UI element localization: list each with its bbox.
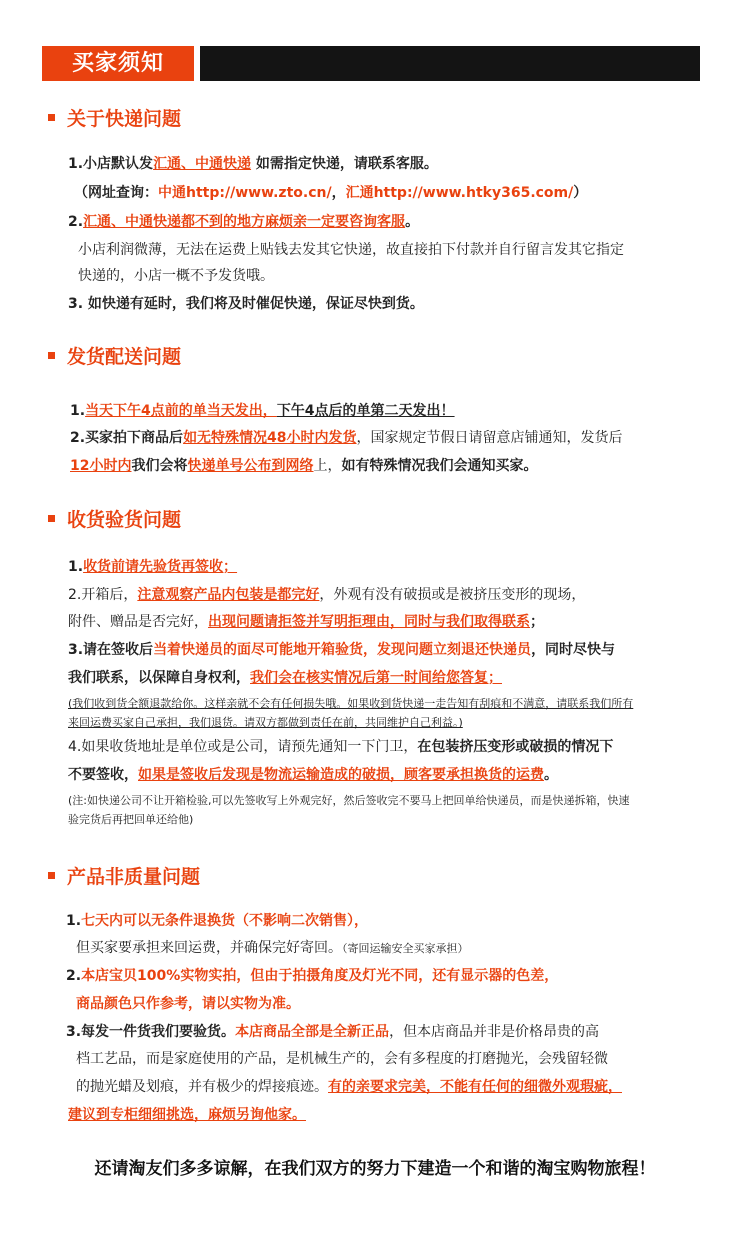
inspection-note-4: 验完货后再把回单还给他) <box>68 813 194 826</box>
banner-title: 买家须知 <box>42 46 194 81</box>
shipping-line-1: 1.当天下午4点前的单当天发出，下午4点后的单第二天发出！ <box>70 403 455 419</box>
nonquality-line-4: 商品颜色只作参考，请以实物为准。 <box>76 996 300 1012</box>
footer-message: 还请淘友们多多谅解，在我们双方的努力下建造一个和谐的淘宝购物旅程！ <box>94 1159 656 1179</box>
express-line-2: （网址查询：中通http://www.zto.cn/，汇通http://www.htky365.com/） <box>74 185 588 201</box>
nonquality-line-7: 的抛光蜡及划痕，并有极少的焊接痕迹。有的亲要求完美，不能有任何的细微外观瑕疵， <box>76 1079 622 1095</box>
banner-bar <box>200 46 700 81</box>
nonquality-line-2: 但买家要承担来回运费，并确保完好寄回。（寄回运输安全买家承担） <box>76 940 469 956</box>
section-title-shipping: 发货配送问题 <box>48 344 181 370</box>
inspection-line-2: 2.开箱后，注意观察产品内包装是都完好，外观有没有破损或是被挤压变形的现场， <box>68 587 586 603</box>
bullet-square-icon <box>48 515 55 522</box>
express-line-1: 1.小店默认发汇通、中通快递 如需指定快递，请联系客服。 <box>68 156 438 172</box>
section-title-non-quality: 产品非质量问题 <box>48 864 200 890</box>
bullet-square-icon <box>48 872 55 879</box>
htky-link[interactable]: 汇通http://www.htky365.com/ <box>345 185 574 201</box>
section-title-express: 关于快递问题 <box>48 106 181 132</box>
nonquality-line-3: 2.本店宝贝100%实物实拍，但由于拍摄角度及灯光不同，还有显示器的色差， <box>66 968 559 984</box>
shipping-line-3: 12小时内我们会将快递单号公布到网络上，如有特殊情况我们会通知买家。 <box>70 458 538 474</box>
inspection-note-2: 来回运费买家自己承担，我们退货。请双方都做到责任在前，共同维护自己利益。) <box>68 716 463 729</box>
nonquality-line-6: 档工艺品，而是家庭使用的产品，是机械生产的，会有多程度的打磨抛光，会残留轻微 <box>76 1051 608 1067</box>
inspection-line-3: 附件、赠品是否完好，出现问题请拒签并写明拒理由，同时与我们取得联系； <box>68 614 544 630</box>
section-title-inspection: 收货验货问题 <box>48 507 181 533</box>
header-banner <box>42 46 700 81</box>
nonquality-line-1: 1.七天内可以无条件退换货（不影响二次销售）， <box>66 913 369 929</box>
express-line-6: 3. 如快递有延时，我们将及时催促快递，保证尽快到货。 <box>68 296 424 312</box>
express-line-5: 快递的，小店一概不予发货哦。 <box>78 268 274 284</box>
inspection-line-5: 我们联系，以保障自身权利，我们会在核实情况后第一时间给您答复； <box>68 670 502 686</box>
bullet-square-icon <box>48 352 55 359</box>
nonquality-line-5: 3.每发一件货我们要验货。本店商品全部是全新正品，但本店商品并非是价格昂贵的高 <box>66 1024 600 1040</box>
express-line-3: 2.汇通、中通快递都不到的地方麻烦亲一定要咨询客服。 <box>68 214 420 230</box>
inspection-note-3: (注:如快递公司不让开箱检验,可以先签收写上外观完好，然后签收完不要马上把回单给快递员，而是快递拆箱，快速 <box>68 794 630 807</box>
inspection-line-4: 3.请在签收后当着快递员的面尽可能地开箱验货，发现问题立刻退还快递员，同时尽快与 <box>68 642 616 658</box>
shipping-line-2: 2.买家拍下商品后如无特殊情况48小时内发货，国家规定节假日请留意店铺通知，发货后 <box>70 430 623 446</box>
zto-link[interactable]: 中通http://www.zto.cn/ <box>158 185 332 201</box>
inspection-line-1: 1.收货前请先验货再签收； <box>68 559 238 575</box>
express-line-4: 小店利润微薄，无法在运费上贴钱去发其它快递，故直接拍下付款并自行留言发其它指定 <box>78 242 624 258</box>
inspection-line-6: 4.如果收货地址是单位或是公司，请预先通知一下门卫，在包装挤压变形或破损的情况下 <box>68 739 614 755</box>
nonquality-line-8: 建议到专柜细细挑选，麻烦另询他家。 <box>68 1107 306 1123</box>
inspection-note-1: (我们收到货全额退款给你。这样亲就不会有任何损失哦。如果收到货快递一走告知有刮痕和不满意，请联系我们所有 <box>68 697 634 710</box>
bullet-square-icon <box>48 114 55 121</box>
inspection-line-7: 不要签收，如果是签收后发现是物流运输造成的破损，顾客要承担换货的运费。 <box>68 767 558 783</box>
